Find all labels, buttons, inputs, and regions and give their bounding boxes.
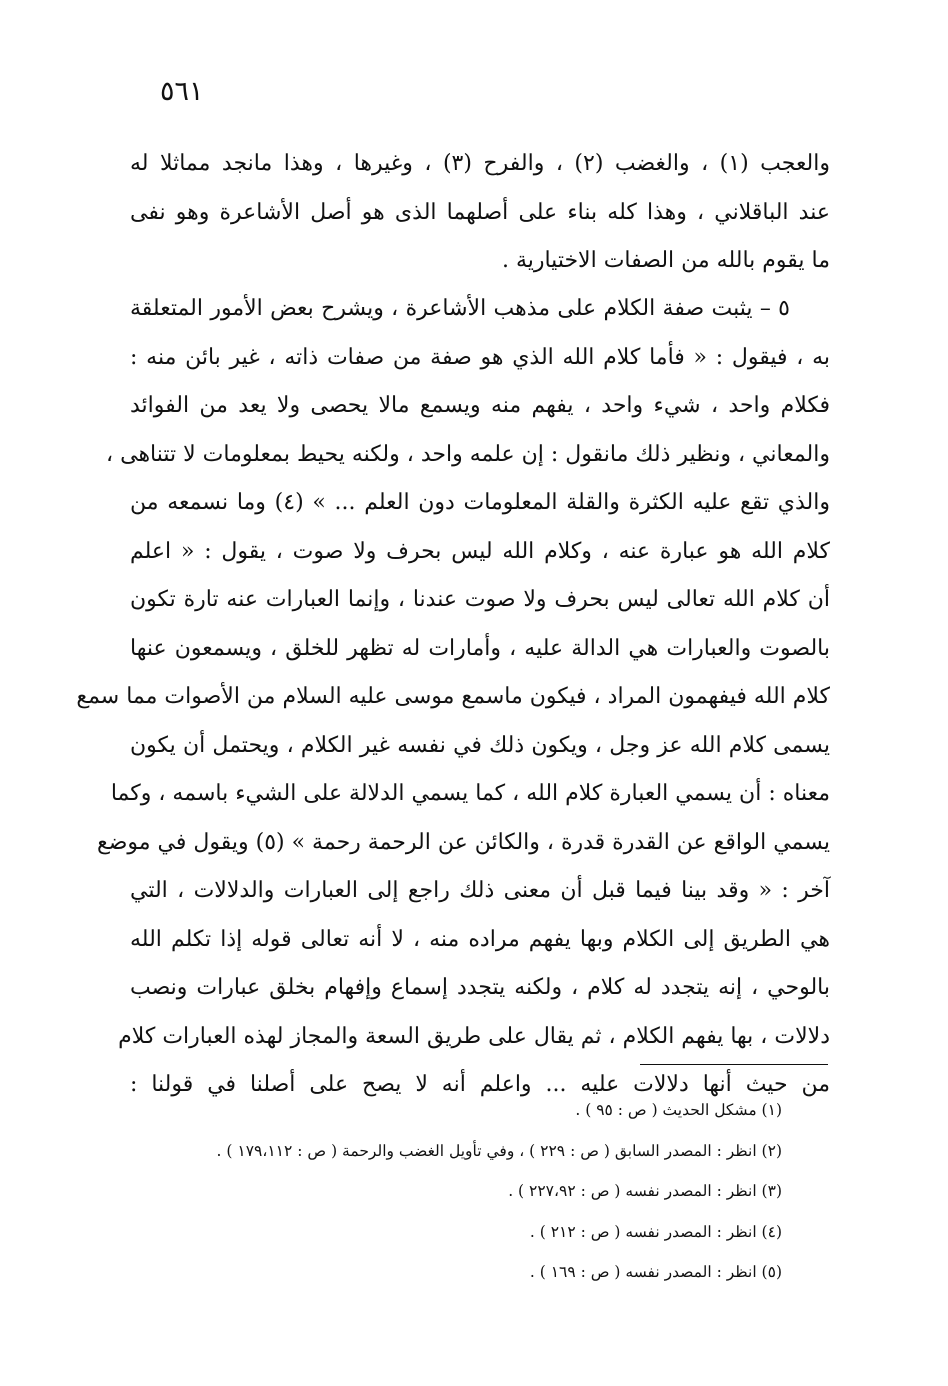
paragraph-2 xyxy=(76,285,830,1110)
text-line: دلالات ، بها يفهم الكلام ، ثم يقال على طريق السعة والمجاز لهذه العبارات كلام xyxy=(118,1023,830,1049)
text-line: والعجب (١) ، والغضب (٢) ، والفرح (٣) ، وغيرها ، وهذا مانجد مماثلا له xyxy=(130,151,830,176)
text-line: أن كلام الله تعالى ليس بحرف ولا صوت عندنا ، وإنما العبارات عنه تارة تكون xyxy=(130,587,830,612)
footnote-2: (٢) انظر : المصدر السابق ( ص : ٢٢٩ ) ، وفي تأويل الغضب والرحمة ( ص : ١٧٩،١١٢ ) . xyxy=(216,1141,782,1160)
text-line: فكلام واحد ، شيء واحد ، يفهم منه ويسمع مالا يحصى ولا يعد من الفوائد xyxy=(130,393,830,418)
paragraph-1 xyxy=(130,140,830,286)
text-line: والذي تقع عليه الكثرة والقلة المعلومات دون العلم ... » (٤) وما نسمعه من xyxy=(130,490,830,515)
footnote-5: (٥) انظر : المصدر نفسه ( ص : ١٦٩ ) . xyxy=(529,1263,782,1281)
text-line: يسمى كلام الله عز وجل ، ويكون ذلك في نفسه غير الكلام ، ويحتمل أن يكون xyxy=(130,732,830,758)
text-line: هي الطريق إلى الكلام وبها يفهم مراده منه ، لا أنه تعالى قوله إذا تكلم الله xyxy=(130,926,830,952)
text-line: كلام الله هو عبارة عنه ، وكلام الله ليس بحرف ولا صوت ، يقول : « اعلم xyxy=(130,538,830,564)
page-number: ٥٦١ xyxy=(160,76,204,107)
text-line: ٥ – يثبت صفة الكلام على مذهب الأشاعرة ، ويشرح بعض الأمور المتعلقة xyxy=(130,296,790,321)
text-line: يسمي الواقع عن القدرة قدرة ، والكائن عن الرحمة رحمة » (٥) ويقول في موضع xyxy=(97,829,830,855)
text-line: معناه : أن يسمي العبارة كلام الله ، كما يسمي الدلالة على الشيء باسمه ، وكما xyxy=(110,781,830,806)
footnote-1: (١) مشكل الحديث ( ص : ٩٥ ) . xyxy=(575,1101,782,1119)
text-line: والمعاني ، ونظير ذلك مانقول : إن علمه واحد ، ولكنه يحيط بمعلومات لا تتناهى ، xyxy=(106,441,830,467)
footnote-separator xyxy=(640,1064,828,1065)
text-line: كلام الله فيفهمون المراد ، فيكون ماسمع موسى عليه السلام من الأصوات مما سمع xyxy=(76,684,830,709)
text-line: به ، فيقول : « فأما كلام الله الذي هو صفة من صفات ذاته ، غير بائن منه : xyxy=(130,344,830,370)
footnotes xyxy=(130,1090,782,1293)
text-line: آخر : « وقد بينا فيما قبل أن معنى ذلك راجع إلى العبارات والدلالات ، التي xyxy=(130,878,830,903)
footnote-4: (٤) انظر : المصدر نفسه ( ص : ٢١٢ ) . xyxy=(529,1222,782,1241)
text-line: عند الباقلاني ، وهذا كله بناء على أصلهما الذى هو أصل الأشاعرة وهو نفى xyxy=(130,199,830,225)
text-line: بالصوت والعبارات هي الدالة عليه ، وأمارات له تظهر للخلق ، ويسمعون عنها xyxy=(130,635,830,661)
text-line: بالوحي ، إنه يتجدد له كلام ، ولكنه يتجدد إسماع وإفهام بخلق عبارات ونصب xyxy=(130,975,830,1000)
footnote-3: (٣) انظر : المصدر نفسه ( ص : ٢٢٧،٩٢ ) . xyxy=(508,1182,782,1200)
text-line: ما يقوم بالله من الصفات الاختيارية . xyxy=(501,248,830,273)
text-line: من حيث أنها دلالات عليه ... واعلم أنه لا يصح على أصلنا في قولنا : xyxy=(130,1072,830,1097)
